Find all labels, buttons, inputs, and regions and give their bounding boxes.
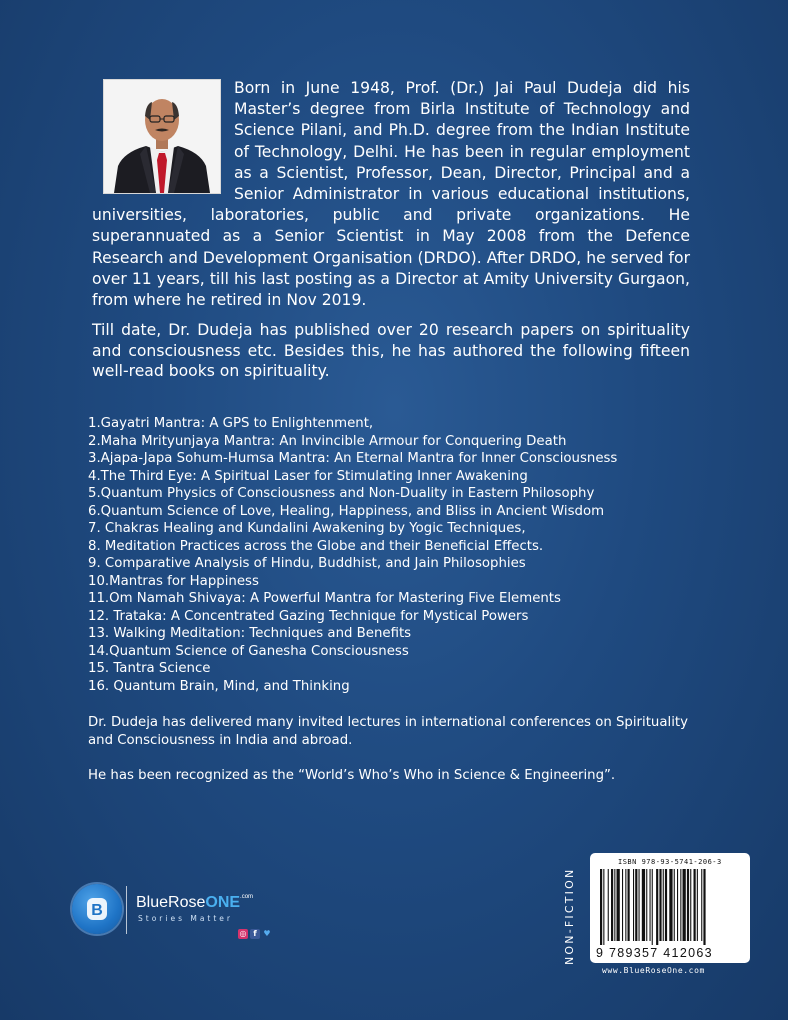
social-icons <box>238 929 272 939</box>
barcode-bar <box>639 869 640 941</box>
barcode-bar <box>625 869 626 941</box>
barcode-bar <box>656 869 658 945</box>
book-list-item: 4.The Third Eye: A Spiritual Laser for Stimulating Inner Awakening <box>88 468 528 484</box>
book-list-item: 9. Comparative Analysis of Hindu, Buddhist, and Jain Philosophies <box>88 556 526 571</box>
publisher-name-part1: BlueRose <box>136 894 206 911</box>
barcode-bar <box>701 869 702 941</box>
instagram-icon[interactable]: ◎ <box>239 929 247 938</box>
barcode-bar <box>690 869 691 941</box>
publisher-tagline: Stories Matter <box>138 914 234 923</box>
logo-divider <box>126 886 127 934</box>
book-list-item: 14.Quantum Science of Ganesha Consciousness <box>88 643 409 659</box>
barcode-bar <box>646 869 647 941</box>
book-list-item: 11.Om Namah Shivaya: A Powerful Mantra for Mastering Five Elements <box>88 591 561 606</box>
book-list-item: 5.Quantum Physics of Consciousness and Non-Duality in Eastern Philosophy <box>88 486 595 501</box>
barcode-bar <box>694 869 696 941</box>
barcode-bar <box>635 869 637 941</box>
barcode-bar <box>642 869 645 941</box>
isbn-digits: 9 789357 412063 <box>596 946 713 960</box>
barcode-bar <box>669 869 672 941</box>
book-list-item: 12. Trataka: A Concentrated Gazing Technique for Mystical Powers <box>88 608 529 624</box>
barcode-bar <box>677 869 678 941</box>
barcode-bar <box>687 869 689 941</box>
publisher-logo-icon <box>72 884 122 934</box>
author-bio-paragraph <box>92 78 690 311</box>
logo-letter: B <box>91 902 103 919</box>
publications-paragraph: Till date, Dr. Dudeja has published over 20 research papers on spirituality and consciousness etc. Besides this, he has authored the following fifteen well-read books on spirituality. <box>92 321 690 381</box>
recognition-paragraph: He has been recognized as the “World’s Who’s Who in Science & Engineering”. <box>88 768 616 783</box>
book-list-item: 8. Meditation Practices across the Globe and their Beneficial Effects. <box>88 538 544 554</box>
barcode-bar <box>628 869 630 941</box>
twitter-icon[interactable]: ♥ <box>263 929 271 938</box>
book-list-item: 2.Maha Mrityunjaya Mantra: An Invincible Armour for Conquering Death <box>88 433 567 449</box>
barcode-bar <box>633 869 634 941</box>
book-list-item: 7. Chakras Healing and Kundalini Awakening by Yogic Techniques, <box>88 521 526 536</box>
book-list-item: 13. Walking Meditation: Techniques and Benefits <box>88 626 412 641</box>
bio-text: Born in June 1948, Prof. (Dr.) Jai Paul Dudeja did his Master’s degree from Birla Institute of Technology and Science Pilani, and Ph.D. degree from the Indian Institute of Technology, Delhi. He has been in regular employment as a Scientist, Professor, Dean, Director, Principal and a Senior Administrator in various educational institutions, universities, laboratories, public and private organizations. He superannuated as a Senior Scientist in May 2008 from the Defence Research and Development Organisation (DRDO). After DRDO, he served for over 11 years, till his last posting as a Director at Amity University Gurgaon, from where he retired in Nov 2019. <box>92 79 690 310</box>
barcode-bar <box>674 869 675 941</box>
publisher-name-suffix: .com <box>240 894 254 900</box>
barcode-bar <box>703 869 705 945</box>
barcode-bar <box>697 869 698 941</box>
isbn-label: ISBN 978-93-5741-206-3 <box>618 858 722 866</box>
publisher-name-part2: ONE <box>205 894 241 911</box>
publisher-name <box>136 894 253 912</box>
barcode-bar <box>603 869 604 945</box>
barcode-bar <box>659 869 661 941</box>
barcode-bar <box>680 869 681 941</box>
barcode-bar <box>611 869 613 941</box>
publisher-website: www.BlueRoseOne.com <box>602 966 705 975</box>
barcode-bar <box>614 869 615 941</box>
barcode-bar <box>663 869 664 941</box>
barcode-bar <box>617 869 620 941</box>
book-list-item: 16. Quantum Brain, Mind, and Thinking <box>88 678 350 694</box>
facebook-icon[interactable]: f <box>250 929 260 939</box>
book-list <box>88 415 708 695</box>
barcode-bars <box>598 869 742 945</box>
book-list-item: 10.Mantras for Happiness <box>88 573 259 589</box>
lectures-paragraph: Dr. Dudeja has delivered many invited lectures in international conferences on Spirituality and Consciousness in India and abroad. <box>88 715 688 748</box>
book-list-item: 6.Quantum Science of Love, Healing, Happiness, and Bliss in Ancient Wisdom <box>88 503 605 519</box>
photo-spacer <box>92 78 234 205</box>
barcode-bar <box>665 869 667 941</box>
book-list-item: 3.Ajapa-Japa Sohum-Humsa Mantra: An Eternal Mantra for Inner Consciousness <box>88 451 618 466</box>
barcode-bar <box>650 869 651 941</box>
barcode-bar <box>683 869 686 941</box>
barcode-bar <box>608 869 609 941</box>
barcode-bar <box>652 869 653 945</box>
barcode-bar <box>622 869 623 941</box>
book-list-item: 1.Gayatri Mantra: A GPS to Enlightenment, <box>88 416 374 431</box>
category-label: NON-FICTION <box>563 867 576 965</box>
book-list-item: 15. Tantra Science <box>88 661 211 676</box>
isbn-barcode <box>590 853 750 963</box>
barcode-bar <box>600 869 602 945</box>
